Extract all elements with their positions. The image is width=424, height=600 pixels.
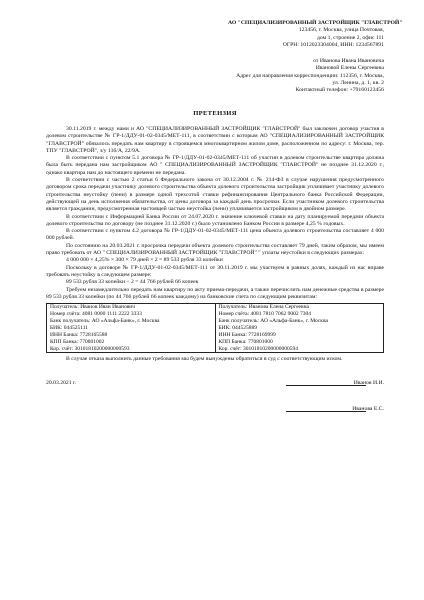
bank-bik: БИК: 044525889 [218, 324, 257, 331]
bank-name: Банк получатель: АО «Альфа-Банк», г. Москва [50, 317, 160, 324]
signature-name-2: Иванова Е.С. [352, 405, 384, 412]
bank-name: Банк получатель: АО «Альфа-Банк», г. Москва [218, 317, 328, 324]
sender-block [228, 58, 384, 94]
signature-name-1: Иванов И.И. [353, 379, 384, 386]
recipient-ogrn-inn: ОГРН: 1012023304004, ИНН: 1234567891 [282, 41, 384, 48]
formula-total: 4 000 000 × 4,25% × 300 × 79 дней × 2 = 89 533 рубля 33 копейки [66, 257, 223, 264]
recipient-block [228, 20, 403, 49]
sender-line1: от Иванова Ивана Ивановича [313, 58, 384, 65]
signature-row-1 [46, 380, 384, 390]
bank-account: Номер счёта: 4081 0000 1111 2222 3333 [50, 311, 142, 317]
recipient-address-line1: 123456, г. Москва, улица Почтовая, [298, 27, 384, 34]
bank-details-cell-1 [47, 304, 216, 353]
paragraph-1: 30.11.2019 г. между нами и АО "СПЕЦИАЛИЗИРОВАННЫЙ ЗАСТРОЙЩИК "ГЛАВСТРОЙ" был заключен договор участия в долевом строительстве № ГР-1/ДДУ-01-02-0345/МЕТ-111, в соответствии с которым АО "СПЕЦИАЛИЗИРОВАННЫЙ ЗАСТРОЙЩИК "ГЛАВСТРОЙ" обязалось передать нам квартиру в строящемся многоквартирном жилом доме, расположенном по адресу: г. Москва, тер. ТПУ "ГЛАВСТРОЙ", з/у 11б/А, 22/9А. [46, 125, 384, 154]
recipient-address-line2: дом 1, строение 2, офис 111 [316, 34, 384, 41]
bank-corr-account: Кор. счёт: 30101810200000000594 [218, 345, 298, 352]
sender-line5: Контактный телефон: +79160123456 [295, 87, 384, 94]
paragraph-4: В соответствии с Информацией Банка России от 24.07.2020 г. значение ключевой ставки на дату планируемой передачи объекта долевого строительства по договору (не позднее 31.12.2020 г.) было установлено Банком России в размере 4,25 % годовых. [46, 213, 384, 227]
paragraph-2: В соответствии с пунктом 5.1 договора № ГР-1/ДДУ-01-02-0345/МЕТ-111 об участии в долевом строительстве квартира должна была быть передана нам застройщиком АО " СПЕЦИАЛИЗИРОВАННЫЙ ЗАСТРОЙЩИК "ГЛАВСТРОЙ" не позднее 31.12.2020 г., однако квартира нам до настоящего времени не передана. [46, 155, 384, 176]
bank-kpp: КПП Банка: 770801002 [50, 338, 105, 345]
bank-inn: ИНН Банка: 7728169999 [218, 331, 276, 338]
table-row [47, 304, 384, 353]
paragraph-9: В случае отказа выполнить данные требования мы будем вынуждены обратиться в суд с соответствующим иском. [66, 356, 343, 363]
paragraph-3: В соответствии с частью 2 статьи 6 Федерального закона от 30.12.2004 г. № 214-ФЗ в случае нарушения предусмотренного договором срока передачи участнику долевого строительства объекта долевого строительства застройщик уплачивает участнику долевого строительства неустойку (пени) в размере одной трехсотой ставки рефинансирования Центрального банка Российской Федерации, действующей на день исполнения обязательства, от цены договора за каждый день просрочки. Если участником долевого строительства является гражданин, предусмотренная настоящей частью неустойка (пени) уплачивается застройщиком в двойном размере. [46, 177, 384, 213]
bank-details-cell-2 [215, 304, 384, 353]
bank-recipient: Получатель: Иванова Елена Сергеевна [218, 304, 309, 311]
formula-share: 89 533 рубля 33 копейки ÷ 2 = 44 766 рублей 66 копеек [66, 279, 199, 286]
sender-line3: Адрес для направления корреспонденции: 112356, г. Москва, [236, 72, 384, 79]
bank-bik: БИК: 044525111 [50, 324, 89, 331]
paragraph-7: Поскольку в договоре № ГР-1/ДДУ-01-02-0345/МЕТ-111 от 30.11.2019 г. мы участвуем в равных долях, каждый из нас вправе требовать неустойку в следующем размере: [46, 264, 384, 278]
document-title: ПРЕТЕНЗИЯ [193, 109, 237, 117]
bank-recipient: Получатель: Иванов Иван Иванович [50, 304, 136, 311]
paragraph-5: В соответствии с пунктом 4.2 договора № ГР-1/ДДУ-01-02-0345/МЕТ-111 цена объекта долевого строительства составляет 4 000 000 рублей. [46, 228, 384, 242]
sender-line2: Ивановой Елены Сергеевны [315, 65, 384, 72]
signature-date: 20.03.2021 г. [46, 379, 77, 386]
signature-row-2 [46, 406, 384, 416]
bank-kpp: КПП Банка: 770801000 [218, 338, 273, 345]
recipient-name: АО "СПЕЦИАЛИЗИРОВАННЫЙ ЗАСТРОЙЩИК "ГЛАВСТРОЙ" [228, 20, 403, 26]
bank-account: Номер счёта: 4081 7810 7062 9002 7304 [218, 311, 312, 317]
bank-inn: ИНН Банка: 7728165588 [50, 331, 108, 338]
bank-corr-account: Кор. счёт: 30101810200000000593 [50, 345, 130, 352]
bank-details-table [46, 303, 384, 353]
paragraph-6: По состоянию на 20.03.2021 г. просрочка передачи объекта долевого строительства составляет 79 дней, таким образом, мы имеем право требовать от АО " СПЕЦИАЛИЗИРОВАННЫЙ ЗАСТРОЙЩИК "ГЛАВСТРОЙ" " уплаты неустойки в следующих размерах: [46, 242, 384, 257]
paragraph-8: Требуем незамедлительно передать нам квартиру по акту приема-передачи, а также перечислить нам денежные средства в размере 89 533 рубля 33 копейки (по 44 766 рублей 66 копеек каждому) на банковские счета по следующим реквизитам: [46, 286, 384, 300]
sender-line4: ул. Ленина, д. 1, кв. 2 [332, 80, 384, 87]
